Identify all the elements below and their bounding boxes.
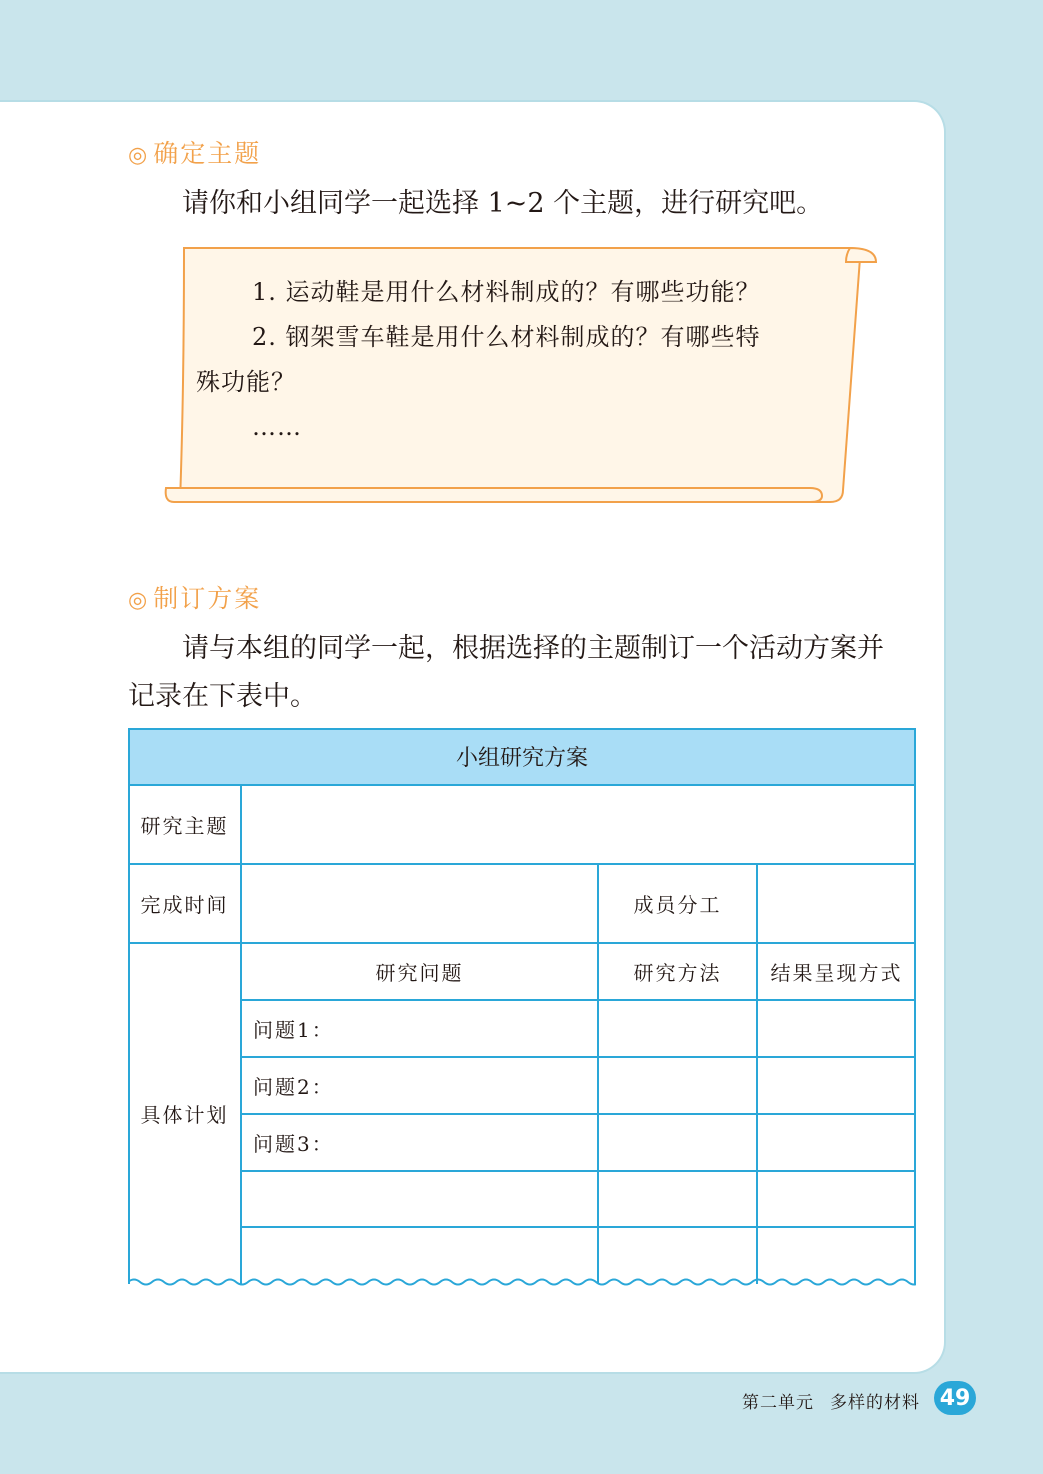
members-entry[interactable] bbox=[757, 864, 916, 943]
topic-item-2: 2. 钢架雪车鞋是用什么材料制成的？有哪些特 bbox=[252, 323, 761, 351]
result-entry-3[interactable] bbox=[757, 1114, 916, 1171]
question-row-1[interactable]: 问题1： bbox=[253, 1018, 334, 1042]
unit-label: 第二单元 bbox=[742, 1393, 814, 1413]
research-plan-table bbox=[128, 728, 916, 1284]
question-row-5[interactable] bbox=[241, 1227, 598, 1283]
topic-label: 研究主题 bbox=[140, 814, 229, 838]
section-heading-plan bbox=[128, 579, 261, 615]
method-entry-3[interactable] bbox=[598, 1114, 757, 1171]
question-row-3[interactable]: 问题3： bbox=[253, 1132, 334, 1156]
method-entry-1[interactable] bbox=[598, 1000, 757, 1057]
section-heading-text: 制订方案 bbox=[153, 584, 262, 613]
topic-ellipsis: …… bbox=[252, 413, 302, 441]
section-heading-topic bbox=[128, 134, 261, 170]
topic-item-2-cont: 殊功能？ bbox=[196, 368, 296, 396]
question-row-2[interactable]: 问题2： bbox=[253, 1075, 334, 1099]
plan-instruction-line1: 请与本组的同学一起，根据选择的主题制订一个活动方案并 bbox=[182, 633, 884, 664]
method-entry-2[interactable] bbox=[598, 1057, 757, 1114]
result-entry-1[interactable] bbox=[757, 1000, 916, 1057]
section-heading-text: 确定主题 bbox=[153, 139, 262, 168]
table-title: 小组研究方案 bbox=[455, 746, 588, 771]
col-header-result: 结果呈现方式 bbox=[770, 961, 903, 985]
scroll-topics bbox=[196, 270, 836, 450]
topic-instruction: 请你和小组同学一起选择 1~2 个主题，进行研究吧。 bbox=[182, 188, 824, 219]
col-header-question: 研究问题 bbox=[375, 961, 464, 985]
time-entry[interactable] bbox=[241, 864, 598, 943]
page-footer bbox=[742, 1388, 936, 1413]
topic-item-1: 1. 运动鞋是用什么材料制成的？有哪些功能？ bbox=[252, 278, 761, 306]
result-entry-2[interactable] bbox=[757, 1057, 916, 1114]
time-label: 完成时间 bbox=[140, 893, 229, 917]
question-row-4[interactable] bbox=[241, 1171, 598, 1227]
plan-instruction bbox=[128, 625, 918, 721]
unit-title: 多样的材料 bbox=[830, 1393, 920, 1413]
circle-bullet-icon: ◎ bbox=[128, 588, 150, 613]
topic-entry[interactable] bbox=[241, 785, 916, 864]
plan-label: 具体计划 bbox=[140, 1103, 229, 1127]
members-label: 成员分工 bbox=[633, 893, 722, 917]
page-number-badge: 49 bbox=[934, 1381, 976, 1415]
circle-bullet-icon: ◎ bbox=[128, 143, 150, 168]
plan-instruction-line2: 记录在下表中。 bbox=[128, 681, 317, 712]
col-header-method: 研究方法 bbox=[633, 961, 722, 985]
